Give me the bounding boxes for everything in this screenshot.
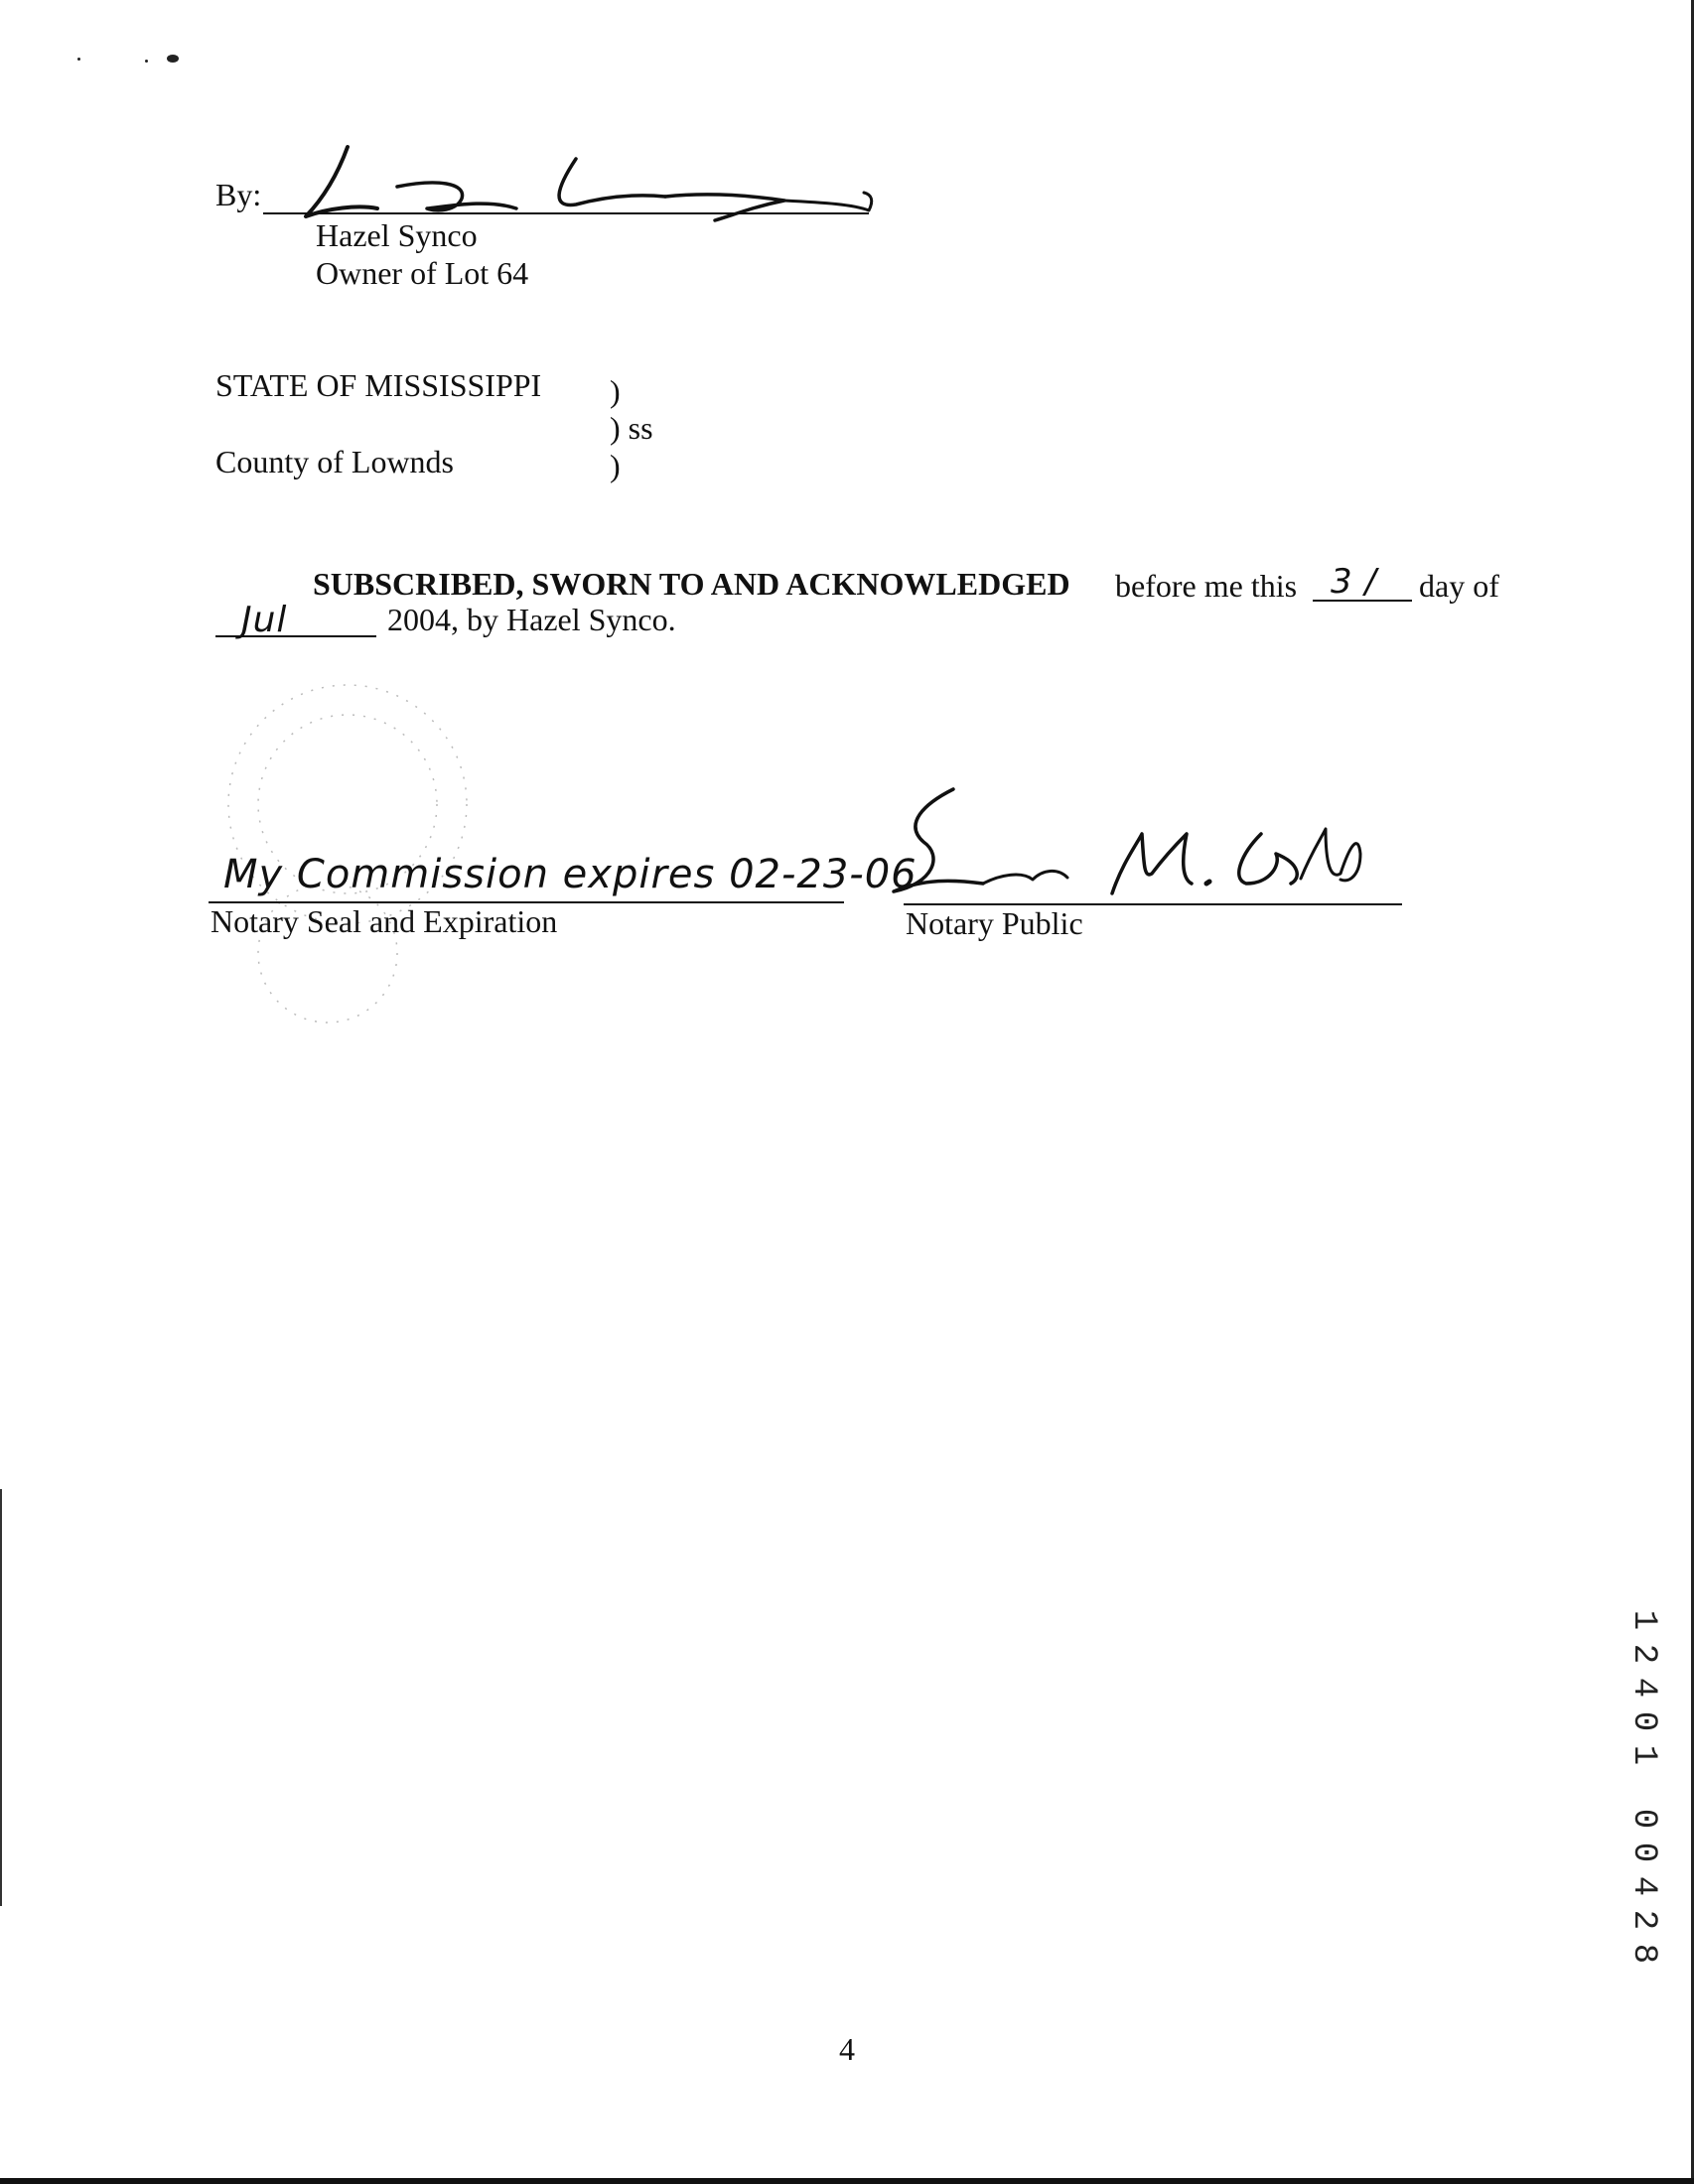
venue-paren: )	[610, 448, 621, 483]
signer-name: Hazel Synco	[316, 217, 478, 253]
stamp-digit: 0	[1624, 1808, 1662, 1830]
handwritten-month: Jul	[241, 600, 288, 640]
stamp-digit: 8	[1624, 1943, 1662, 1965]
scan-speck	[167, 55, 179, 63]
venue-county: County of Lownds	[215, 444, 454, 479]
stamp-digit: 4	[1624, 1677, 1662, 1699]
scan-border-bottom	[0, 2178, 1694, 2184]
acknowledgment-heading: SUBSCRIBED, SWORN TO AND ACKNOWLEDGED	[313, 566, 1070, 602]
stamp-digit: 2	[1624, 1643, 1662, 1665]
acknowledgment-before-day: before me this	[1115, 568, 1298, 604]
handwritten-commission-expiration: My Commission expires 02-23-06	[223, 852, 918, 897]
notary-public-label: Notary Public	[906, 905, 1083, 941]
signer-title: Owner of Lot 64	[316, 255, 529, 291]
month-line	[215, 635, 376, 637]
scan-speck	[145, 60, 148, 63]
stamp-digit: 1	[1624, 1744, 1662, 1766]
stamp-digit: 0	[1624, 1842, 1662, 1863]
scan-speck	[77, 58, 80, 61]
venue-state: STATE OF MISSISSIPPI	[215, 367, 542, 403]
stamp-digit: 0	[1624, 1710, 1662, 1732]
by-label: By:	[215, 177, 262, 212]
page-number: 4	[839, 2031, 855, 2067]
handwritten-day: 3 /	[1331, 562, 1377, 602]
stamp-digit: 4	[1624, 1875, 1662, 1897]
stamp-digit: 1	[1624, 1609, 1662, 1631]
notary-signature	[884, 784, 1380, 913]
scan-border-left	[0, 1489, 2, 1906]
recording-stamp-number	[1619, 1603, 1668, 1971]
notary-seal-label: Notary Seal and Expiration	[211, 903, 558, 939]
stamp-digit: 2	[1624, 1909, 1662, 1931]
faint-seal-impression	[179, 655, 496, 1032]
venue-ss: ) ss	[610, 410, 653, 446]
acknowledgment-year-by: 2004, by Hazel Synco.	[387, 602, 676, 637]
acknowledgment-day-of: day of	[1419, 568, 1499, 604]
venue-paren: )	[610, 373, 621, 409]
